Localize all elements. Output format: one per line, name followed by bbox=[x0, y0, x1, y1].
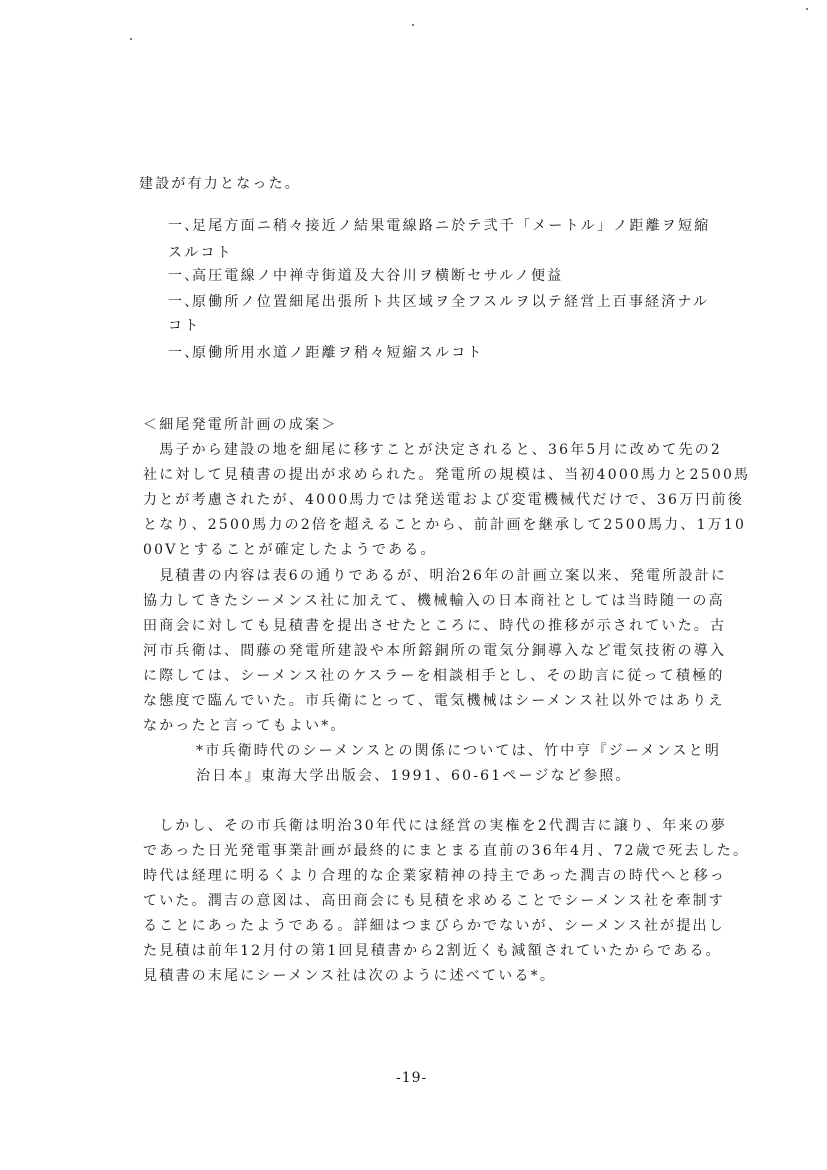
paragraph-line: なかったと言ってもよい*。 bbox=[143, 718, 347, 734]
paragraph-line: 見積書の内容は表6の通りであるが、明治26年の計画立案以来、発電所設計に bbox=[143, 568, 728, 584]
paragraph-line: 河市兵衛は、間藤の発電所建設や本所鎔銅所の電気分銅導入など電気技術の導入 bbox=[143, 643, 727, 659]
condition-continuation: コト bbox=[168, 318, 201, 334]
paragraph-line: ていた。潤吉の意図は、高田商会にも見積を求めることでシーメンス社を牽制す bbox=[143, 893, 726, 909]
paragraph-line: であった日光発電事業計画が最終的にまとまる直前の36年4月、72歳で死去した。 bbox=[143, 843, 750, 859]
condition-item bbox=[168, 266, 563, 286]
condition-marker: 一、 bbox=[168, 268, 201, 284]
condition-item bbox=[168, 343, 484, 363]
paragraph-line: しかし、その市兵衛は明治30年代には経営の実権を2代潤吉に譲り、年来の夢 bbox=[143, 818, 728, 834]
footnote-line: 治日本』東海大学出版会、1991、60-61ページなど参照。 bbox=[196, 768, 632, 784]
paragraph-line: な態度で臨んでいた。市兵衛にとって、電気機械はシーメンス社以外ではありえ bbox=[143, 693, 725, 709]
condition-text: 原働所用水道ノ距離ヲ稍々短縮スルコト bbox=[192, 345, 484, 361]
paragraph-line: 協力してきたシーメンス社に加えて、機械輸入の日本商社としては当時随一の高 bbox=[143, 593, 725, 609]
condition-item bbox=[168, 292, 709, 312]
paragraph-line: に際しては、シーメンス社のケスラーを相談相手とし、その助言に従って積極的 bbox=[143, 668, 725, 684]
condition-continuation: スルコト bbox=[168, 245, 233, 261]
paragraph-line: 見積書の末尾にシーメンス社は次のように述べている*。 bbox=[143, 968, 557, 984]
paragraph-line: 田商会に対しても見積書を提出させたところに、時代の推移が示されていた。古 bbox=[143, 618, 727, 634]
condition-item bbox=[168, 216, 710, 236]
footnote-line: *市兵衛時代のシーメンスとの関係については、竹中亨『ジーメンスと明 bbox=[196, 743, 722, 759]
paragraph-line: 力とが考慮されたが、4000馬力では発送電および変電機械代だけで、36万円前後 bbox=[143, 492, 744, 508]
paragraph-line: 00Vとすることが確定したようである。 bbox=[143, 542, 437, 558]
paragraph-line: た見積は前年12月付の第1回見積書から2割近くも減額されていたからである。 bbox=[143, 943, 722, 959]
paragraph-line: となり、2500馬力の2倍を超えることから、前計画を継承して2500馬力、1万10 bbox=[143, 517, 747, 533]
paragraph-line: 馬子から建設の地を細尾に移すことが決定されると、36年5月に改めて先の2 bbox=[143, 442, 723, 458]
section-heading: ＜細尾発電所計画の成案＞ bbox=[143, 417, 338, 433]
page-number: -19- bbox=[396, 1070, 428, 1086]
lead-line: 建設が有力となった。 bbox=[139, 176, 301, 192]
condition-text: 高圧電線ノ中禅寺街道及大谷川ヲ横断セサルノ便益 bbox=[192, 268, 564, 284]
paragraph-line: 社に対して見積書の提出が求められた。発電所の規模は、当初4000馬力と2500馬 bbox=[143, 467, 751, 483]
scan-speck bbox=[412, 24, 414, 26]
condition-marker: 一、 bbox=[168, 218, 201, 234]
condition-text: 足尾方面ニ稍々接近ノ結果電線路ニ於テ弐千「メートル」ノ距離ヲ短縮 bbox=[192, 218, 711, 234]
paragraph-line: ることにあったようである。詳細はつまびらかでないが、シーメンス社が提出し bbox=[143, 918, 725, 934]
condition-marker: 一、 bbox=[168, 294, 201, 310]
scan-speck bbox=[130, 38, 132, 40]
condition-marker: 一、 bbox=[168, 345, 201, 361]
condition-text: 原働所ノ位置細尾出張所ト共区域ヲ全フスルヲ以テ経営上百事経済ナル bbox=[192, 294, 710, 310]
paragraph-line: 時代は経理に明るくより合理的な企業家精神の持主であった潤吉の時代へと移っ bbox=[143, 868, 727, 884]
scan-speck bbox=[806, 8, 808, 10]
